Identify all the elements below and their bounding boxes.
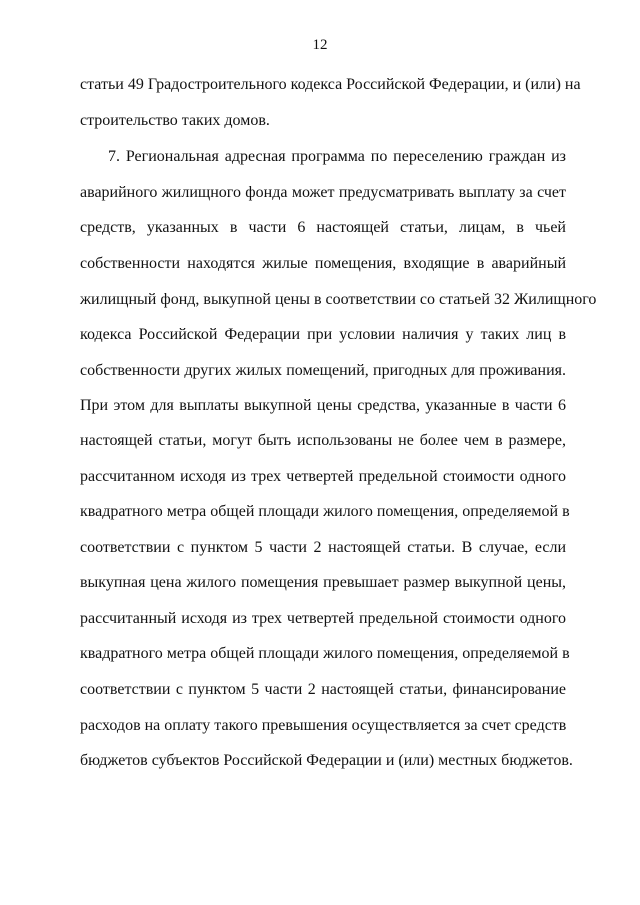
text-line: собственности других жилых помещений, пригодных для проживания. (80, 362, 566, 379)
text-line: выкупная цена жилого помещения превышает размер выкупной цены, (80, 574, 566, 591)
text-line: рассчитанном исходя из трех четвертей предельной стоимости одного (80, 468, 566, 485)
text-line: квадратного метра общей площади жилого помещения, определяемой в (80, 645, 570, 662)
text-line: средств, указанных в части 6 настоящей статьи, лицам, в чьей (80, 219, 566, 236)
text-line: соответствии с пунктом 5 части 2 настоящей статьи, финансирование (80, 681, 566, 698)
text-line: статьи 49 Градостроительного кодекса Российской Федерации, и (или) на (80, 76, 581, 93)
text-line: строительство таких домов. (80, 112, 270, 129)
text-line: настоящей статьи, могут быть использованы не более чем в размере, (80, 432, 566, 449)
text-line: соответствии с пунктом 5 части 2 настоящей статьи. В случае, если (80, 539, 566, 556)
text-line: рассчитанный исходя из трех четвертей предельной стоимости одного (80, 610, 566, 627)
text-line: бюджетов субъектов Российской Федерации и (или) местных бюджетов. (80, 752, 573, 769)
text-line: расходов на оплату такого превышения осуществляется за счет средств (80, 717, 567, 734)
text-line: квадратного метра общей площади жилого помещения, определяемой в (80, 503, 570, 520)
text-line: собственности находятся жилые помещения, входящие в аварийный (80, 255, 566, 272)
text-line: При этом для выплаты выкупной цены средства, указанные в части 6 (80, 397, 566, 414)
text-line: жилищный фонд, выкупной цены в соответствии со статьей 32 Жилищного (80, 291, 597, 308)
text-line: аварийного жилищного фонда может предусматривать выплату за счет (80, 184, 566, 201)
text-line: кодекса Российской Федерации при условии наличия у таких лиц в (80, 326, 566, 343)
page-number: 12 (312, 37, 328, 53)
text-line: 7. Региональная адресная программа по переселению граждан из (108, 148, 566, 165)
